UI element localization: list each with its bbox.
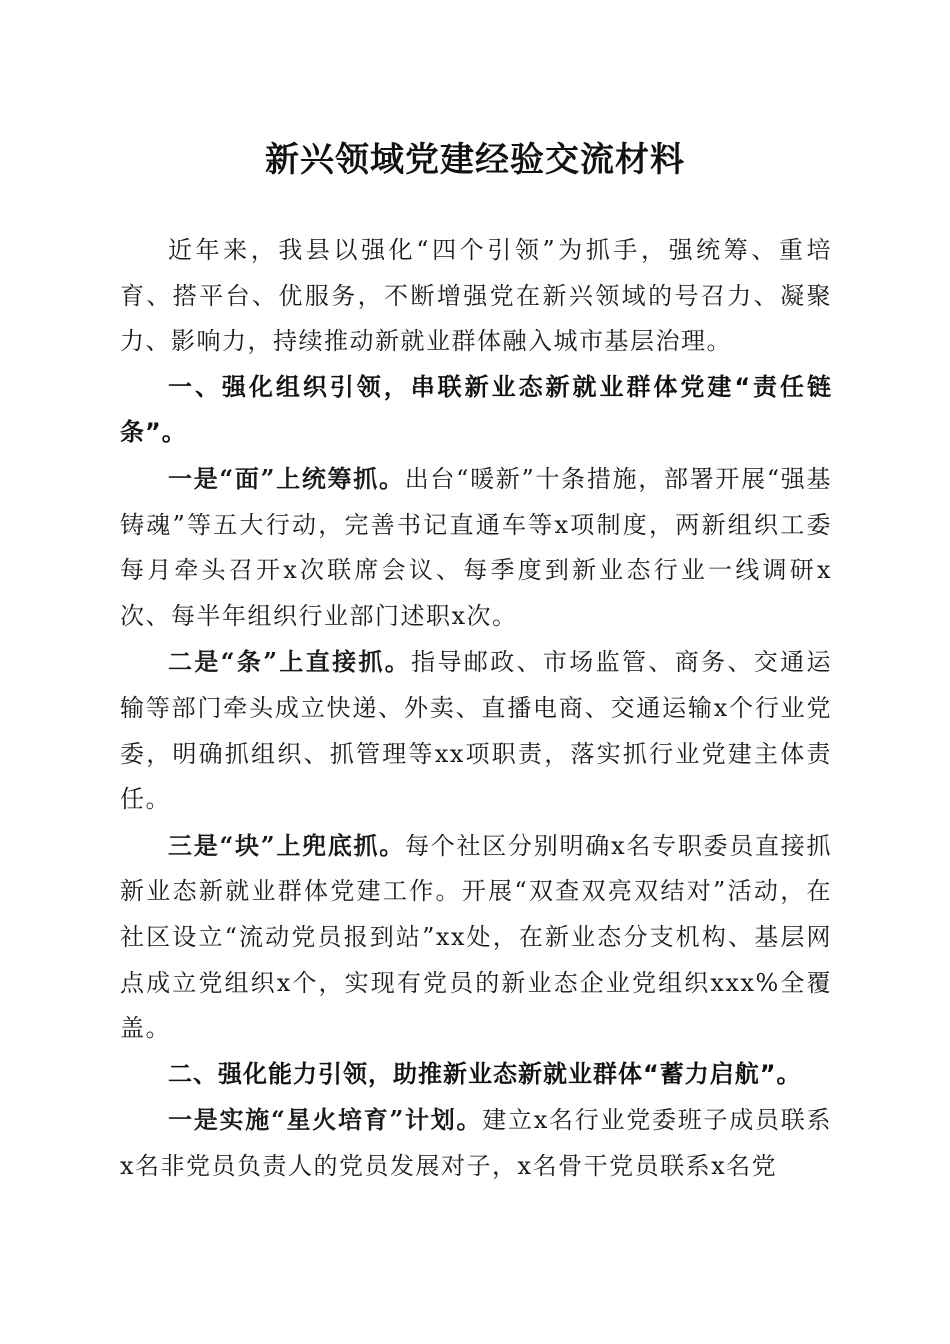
item-text: 每个社区分别明确x名专职委员直接抓新业态新就业群体党建工作。开展“双查双亮双结对”活动，在社区设立“流动党员报到站”xx处，在新业态分支机构、基层网点成立党组织x个，实现有党员的新业态企业党组织xxx%全覆盖。	[120, 831, 833, 1043]
item-lead: 一是“面”上统筹抓。	[168, 463, 405, 493]
section-1-heading: 一、强化组织引领，串联新业态新就业群体党建“责任链条”。	[120, 372, 832, 447]
item-text: 出台“暖新”十条措施，部署开展“强基铸魂”等五大行动，完善书记直通车等x项制度，两新组织工委每月牵头召开x次联席会议、每季度到新业态行业一线调研x次、每半年组织行业部门述职x次。	[120, 464, 833, 630]
section-1-item-1	[120, 456, 832, 639]
document-body	[120, 228, 832, 1189]
section-2-item-1	[120, 1097, 832, 1189]
section-1-item-3	[120, 823, 832, 1052]
item-lead: 三是“块”上兜底抓。	[168, 830, 406, 860]
item-text: 指导邮政、市场监管、商务、交通运输等部门牵头成立快递、外卖、直播电商、交通运输x个行业党委，明确抓组织、抓管理等xx项职责，落实抓行业党建主体责任。	[120, 648, 833, 814]
document-title: 新兴领域党建经验交流材料	[265, 140, 685, 180]
section-1-item-2	[120, 639, 832, 822]
item-text: 建立x名行业党委班子成员联系x名非党员负责人的党员发展对子，x名骨干党员联系x名党	[120, 1106, 832, 1180]
section-2-heading: 二、强化能力引领，助推新业态新就业群体“蓄力启航”。	[168, 1059, 802, 1088]
item-lead: 一是实施“星火培育”计划。	[168, 1105, 483, 1135]
item-lead: 二是“条”上直接抓。	[168, 647, 412, 677]
intro-paragraph: 近年来，我县以强化“四个引领”为抓手，强统筹、重培育、搭平台、优服务，不断增强党在新兴领域的号召力、凝聚力、影响力，持续推动新就业群体融入城市基层治理。	[120, 236, 832, 356]
